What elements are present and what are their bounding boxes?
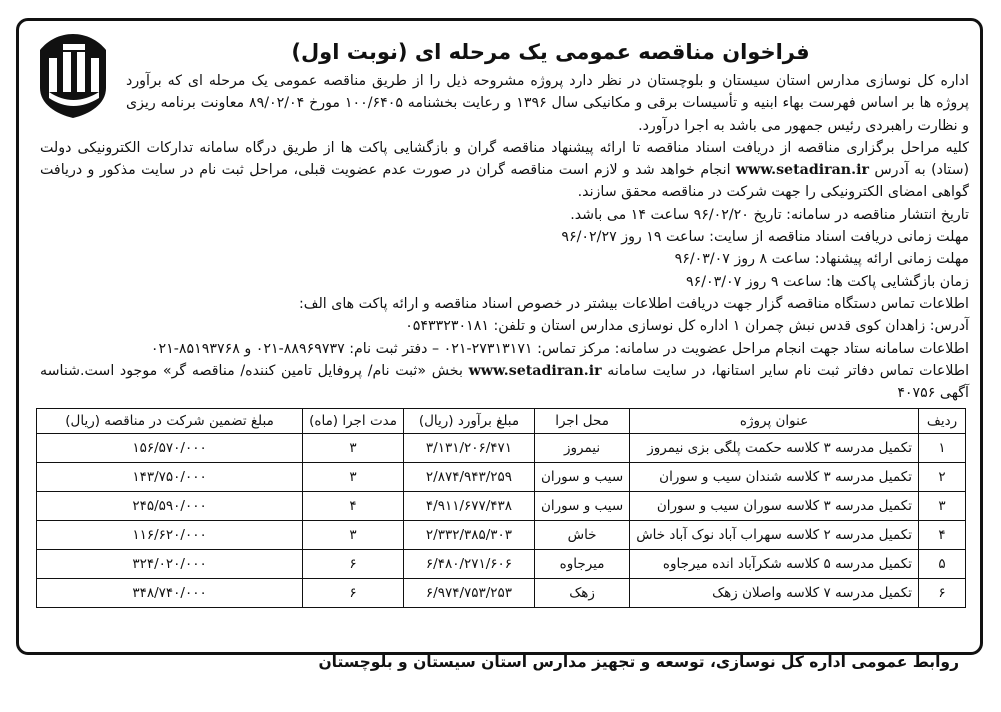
project-duration: ۳ <box>303 521 404 550</box>
project-title: تکمیل مدرسه ۳ کلاسه حکمت پلگی بزی نیمروز <box>630 434 919 463</box>
project-title: تکمیل مدرسه ۳ کلاسه شندان سیب و سوران <box>630 463 919 492</box>
project-estimate: ۶/۴۸۰/۲۷۱/۶۰۶ <box>403 550 534 579</box>
project-title: تکمیل مدرسه ۲ کلاسه سهراب آباد نوک آباد خاش <box>630 521 919 550</box>
setad-url-link[interactable]: www.setadiran.ir <box>735 162 869 179</box>
setad-text-1: کلیه مراحل برگزاری مناقصه از دریافت اسناد مناقصه تا ارائه پیشنهاد مناقصه گران و بازگشایی پاکت ها از طریق درگاه سامانه تدارکات الکترونیکی دولت (ستاد) به آدرس <box>40 139 970 179</box>
row-number: ۳ <box>919 492 966 521</box>
table-row <box>37 579 966 608</box>
project-estimate: ۳/۱۳۱/۲۰۶/۴۷۱ <box>403 434 534 463</box>
bid-deadline: مهلت زمانی ارائه پیشنهاد: ساعت ۸ روز ۹۶/۰۳/۰۷ <box>674 251 969 268</box>
project-title: تکمیل مدرسه ۷ کلاسه واصلان زهک <box>630 579 919 608</box>
project-duration: ۳ <box>303 463 404 492</box>
project-location: خاش <box>534 521 629 550</box>
row-number: ۶ <box>919 579 966 608</box>
doc-deadline: مهلت زمانی دریافت اسناد مناقصه از سایت: ساعت ۱۹ روز ۹۶/۰۲/۲۷ <box>561 229 969 246</box>
table-row <box>37 550 966 579</box>
project-duration: ۶ <box>303 579 404 608</box>
table-header-row <box>37 409 966 434</box>
project-guarantee: ۱۵۶/۵۷۰/۰۰۰ <box>37 434 303 463</box>
notice-body <box>40 70 969 404</box>
setad-paragraph <box>40 137 969 204</box>
project-estimate: ۴/۹۱۱/۶۷۷/۴۳۸ <box>403 492 534 521</box>
row-number: ۱ <box>919 434 966 463</box>
offices-url-link[interactable]: www.setadiran.ir <box>468 362 602 379</box>
project-location: زهک <box>534 579 629 608</box>
project-guarantee: ۲۴۵/۵۹۰/۰۰۰ <box>37 492 303 521</box>
project-guarantee: ۱۴۳/۷۵۰/۰۰۰ <box>37 463 303 492</box>
table-row <box>37 492 966 521</box>
project-location: سیب و سوران <box>534 492 629 521</box>
project-guarantee: ۳۲۴/۰۲۰/۰۰۰ <box>37 550 303 579</box>
project-guarantee: ۳۴۸/۷۴۰/۰۰۰ <box>37 579 303 608</box>
table-row <box>37 521 966 550</box>
table-row <box>37 463 966 492</box>
header-project-title: عنوان پروژه <box>630 409 919 434</box>
offices-text-1: اطلاعات تماس دفاتر ثبت نام سایر استانها، در سایت سامانه <box>607 362 970 379</box>
header-guarantee: مبلغ تضمین شرکت در مناقصه (ریال) <box>37 409 303 434</box>
project-duration: ۳ <box>303 434 404 463</box>
row-number: ۴ <box>919 521 966 550</box>
header-estimate: مبلغ برآورد (ریال) <box>403 409 534 434</box>
project-estimate: ۶/۹۷۴/۷۵۳/۲۵۳ <box>403 579 534 608</box>
row-number: ۵ <box>919 550 966 579</box>
project-guarantee: ۱۱۶/۶۲۰/۰۰۰ <box>37 521 303 550</box>
row-number: ۲ <box>919 463 966 492</box>
header-duration: مدت اجرا (ماه) <box>303 409 404 434</box>
offices-text-2: بخش «ثبت نام/ پروفایل تامین کننده/ مناقصه گر» موجود است.شناسه آگهی ۴۰۷۵۶ <box>40 362 969 402</box>
offices-line <box>40 360 969 405</box>
header-location: محل اجرا <box>534 409 629 434</box>
project-location: سیب و سوران <box>534 463 629 492</box>
project-title: تکمیل مدرسه ۵ کلاسه شکرآباد انده میرجاوه <box>630 550 919 579</box>
project-location: نیمروز <box>534 434 629 463</box>
project-estimate: ۲/۳۳۲/۳۸۵/۳۰۳ <box>403 521 534 550</box>
table-row <box>37 434 966 463</box>
project-location: میرجاوه <box>534 550 629 579</box>
header-row-number: ردیف <box>919 409 966 434</box>
setad-contact-line: اطلاعات سامانه ستاد جهت انجام مراحل عضویت در سامانه: مرکز تماس: ۲۷۳۱۳۱۷۱-۰۲۱ – دفتر ثبت نام: ۸۸۹۶۹۷۳۷-۰۲۱ و ۸۵۱۹۳۷۶۸-۰۲۱ <box>150 340 969 357</box>
projects-table <box>36 408 966 608</box>
opening-time: زمان بازگشایی پاکت ها: ساعت ۹ روز ۹۶/۰۳/۰۷ <box>685 273 969 290</box>
address-line: آدرس: زاهدان کوی قدس نبش چمران ۱ اداره کل نوسازی مدارس استان و تلفن: ۰۵۴۳۳۲۳۰۱۸۱ <box>405 318 969 335</box>
project-duration: ۶ <box>303 550 404 579</box>
publish-date: تاریخ انتشار مناقصه در سامانه: تاریخ ۹۶/۰۲/۲۰ ساعت ۱۴ می باشد. <box>570 206 969 223</box>
project-duration: ۴ <box>303 492 404 521</box>
setad-text-2: انجام خواهد شد و لازم است مناقصه گران در صورت عدم عضویت قبلی، مراحل ثبت نام در سایت مذکور و دریافت گواهی امضای الکترونیکی را جهت شرکت در مناقصه محقق سازند. <box>40 162 969 201</box>
notice-title: فراخوان مناقصه عمومی یک مرحله ای (نوبت اول) <box>291 40 810 64</box>
contact-intro: اطلاعات تماس دستگاه مناقصه گزار جهت دریافت اطلاعات بیشتر در خصوص اسناد مناقصه و ارائه پاکت های الف: <box>299 295 969 312</box>
project-estimate: ۲/۸۷۴/۹۴۳/۲۵۹ <box>403 463 534 492</box>
intro-paragraph: اداره کل نوسازی مدارس استان سیستان و بلوچستان در نظر دارد پروژه مشروحه ذیل را از طریق مناقصه عمومی یک مرحله ای که برآورد پروژه ها بر اساس فهرست بهاء ابنیه و تأسیسات برقی و مکانیکی سال ۱۳۹۶ و رعایت بخشنامه ۱۰۰/۶۴۰۵ مورخ ۸۹/۰۲/۰۴ معاونت برنامه ریزی و نظارت راهبردی رئیس جمهور می باشد به اجرا درآورد. <box>126 73 969 134</box>
footer-credit: روابط عمومی اداره کل نوسازی، توسعه و تجهیز مدارس استان سیستان و بلوچستان <box>318 653 959 671</box>
project-title: تکمیل مدرسه ۳ کلاسه سوران سیب و سوران <box>630 492 919 521</box>
